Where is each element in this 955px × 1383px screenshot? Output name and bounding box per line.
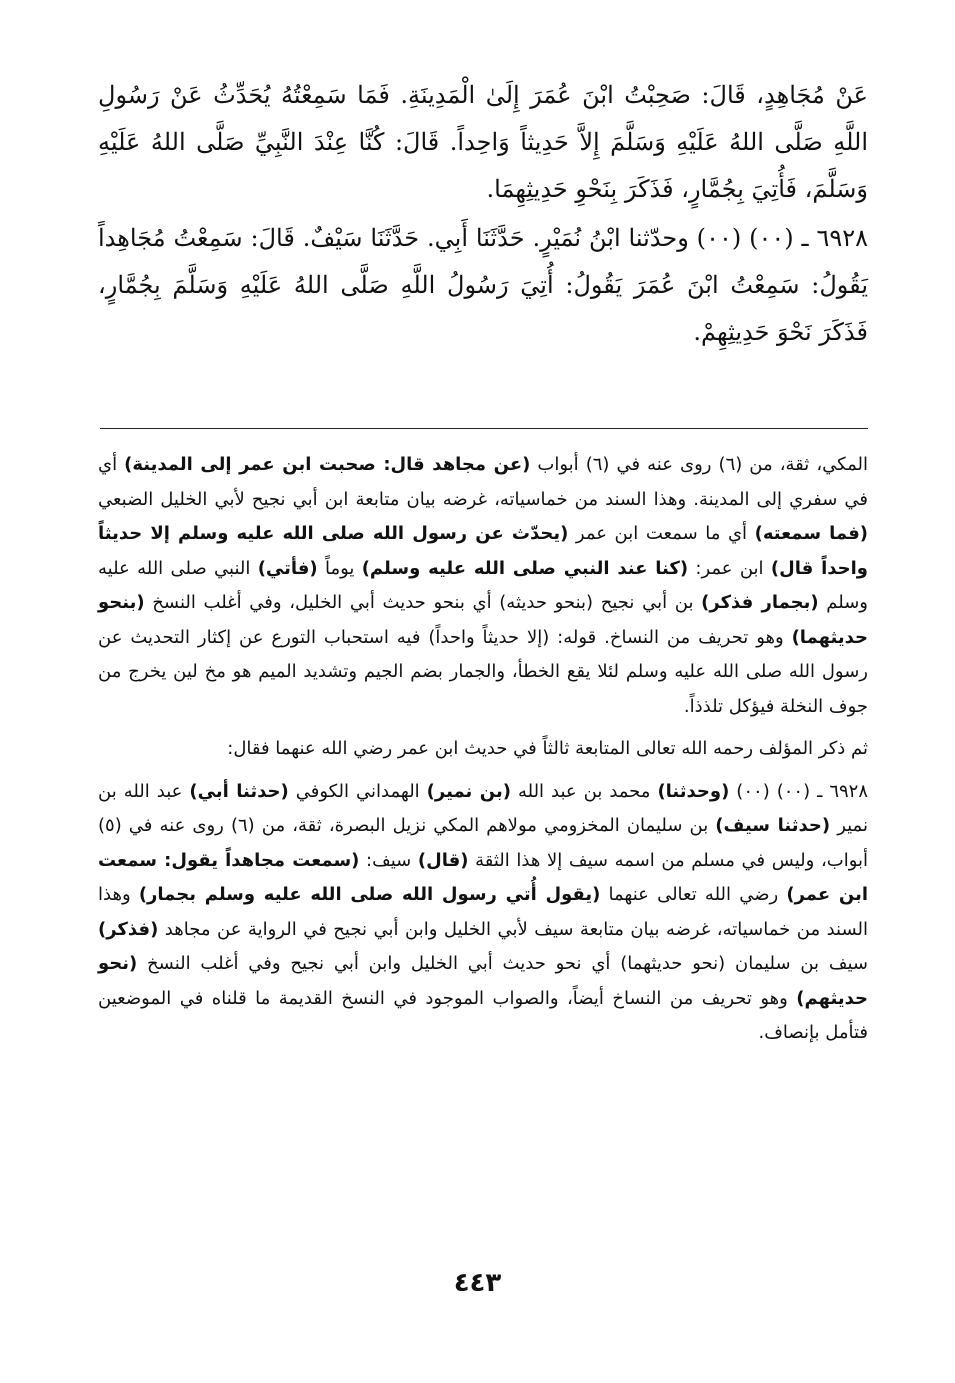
commentary-text: النبي صلى الله عليه وسلم: [98, 557, 868, 613]
emphasized-quote: (يحدّث عن رسول الله صلى الله عليه وسلم إلا حديثاً واحداً قال): [98, 523, 868, 579]
commentary-text: سيف:: [359, 849, 418, 871]
commentary-text: سيف بن سليمان (نحو حديثهما) أي نحو حديث أبي الخليل وابن أبي نجيح وفي أغلب النسخ: [137, 953, 868, 974]
commentary-text: المكي، ثقة، من (٦) روى عنه في (٦) أبواب: [530, 454, 868, 475]
commentary-text: وهو تحريف من النساخ أيضاً، والصواب الموجود في النسخ القديمة ما قلناه في الموضعين فتأمل بإنصاف.: [98, 987, 868, 1043]
commentary-text: بن أبي نجيح (بنحو حديثه) أي بنحو حديث أبي الخليل، وفي أغلب النسخ: [144, 592, 702, 613]
commentary-text: وهو تحريف من النساخ. قوله: (إلا حديثاً واحداً) فيه استحباب التورع عن إكثار التحديث عن رسول الله صلى الله عليه وسلم لئلا يقع الخطأ، والجمار بضم الجيم وتشديد الميم هو مخ لين يخرج من جوف النخلة فيؤكل تلذذاً.: [98, 626, 868, 717]
emphasized-quote: (يقول أُتي رسول الله صلى الله عليه وسلم بجمار): [138, 884, 601, 905]
footnote-divider: [100, 428, 868, 429]
emphasized-quote: (وحدثنا): [657, 780, 730, 802]
emphasized-quote: (فأتي): [257, 557, 318, 579]
commentary-paragraph-3: [98, 775, 868, 1051]
emphasized-quote: (حدثنا سيف): [715, 815, 831, 836]
page-number: ٤٤٣: [453, 1268, 502, 1298]
commentary-text: رضي الله تعالى عنهما: [600, 884, 787, 905]
commentary-text: بن سليمان المخزومي مولاهم المكي نزيل البصرة، ثقة، من (٦) روى عنه في (٥) أبواب، وليس في مسلم من اسمه سيف إلا هذا الثقة: [98, 815, 869, 871]
emphasized-quote: (كنا عند النبي صلى الله عليه وسلم): [361, 557, 689, 579]
hadith-text-block: [98, 72, 868, 356]
emphasized-quote: (قال): [417, 849, 469, 871]
emphasized-quote: (فذكر): [98, 918, 159, 940]
emphasized-quote: (حدثنا أبي): [189, 780, 289, 802]
commentary-block: [98, 448, 868, 1051]
commentary-text: محمد بن عبد الله: [510, 780, 658, 802]
hadith-paragraph-2: ٦٩٢٨ ـ (٠٠) (٠٠) وحدّثنا ابْنُ نُمَيْرٍ. حَدَّثَنَا أَبِي. حَدَّثَنَا سَيْفٌ. قَالَ: سَمِعْتُ مُجَاهِداً يَقُولُ: سَمِعْتُ ابْنَ عُمَرَ يَقُولُ: أُتِيَ رَسُولُ اللَّهِ صَلَّى اللهُ عَلَيْهِ وَسَلَّمَ بِجُمَّارٍ، فَذَكَرَ نَحْوَ حَدِيثِهِمْ.: [98, 224, 869, 346]
emphasized-quote: (نحو حديثهم): [98, 953, 868, 1009]
emphasized-quote: (فما سمعته): [754, 523, 868, 544]
commentary-paragraph-2: ثم ذكر المؤلف رحمه الله تعالى المتابعة ثالثاً في حديث ابن عمر رضي الله عنهما فقال:: [227, 738, 868, 759]
commentary-text: أي ما سمعت ابن عمر: [568, 523, 755, 544]
emphasized-quote: (عن مجاهد قال: صحبت ابن عمر إلى المدينة): [124, 454, 531, 475]
emphasized-quote: (بن نمير): [426, 780, 511, 802]
emphasized-quote: (بنحو حديثهما): [98, 592, 868, 648]
commentary-text: الهمداني الكوفي: [288, 780, 427, 802]
commentary-text: ٦٩٢٨ ـ (٠٠) (٠٠): [729, 780, 868, 802]
emphasized-quote: (سمعت مجاهداً يقول: سمعت ابن عمر): [98, 849, 869, 905]
commentary-paragraph-1: [98, 448, 868, 724]
commentary-text: يوماً: [317, 557, 362, 579]
commentary-text: وهذا السند من خماسياته، غرضه بيان متابعة سيف لأبي الخليل وابن أبي نجيح في الرواية عن مجاهد: [98, 884, 868, 940]
commentary-text: أي في سفري إلى المدينة. وهذا السند من خماسياته، غرضه بيان متابعة ابن أبي نجيح لأبي الخليل الضبعي: [98, 454, 868, 510]
emphasized-quote: (بجمار فذكر): [701, 592, 819, 613]
hadith-paragraph-1: عَنْ مُجَاهِدٍ، قَالَ: صَحِبْتُ ابْنَ عُمَرَ إِلَىٰ الْمَدِينَةِ. فَمَا سَمِعْتُهُ يُحَدِّثُ عَنْ رَسُولِ اللَّهِ صَلَّى اللهُ عَلَيْهِ وَسَلَّمَ إِلاَّ حَدِيثاً وَاحِداً. قَالَ: كُنَّا عِنْدَ النَّبِيِّ صَلَّى اللهُ عَلَيْهِ وَسَلَّمَ، فَأُتِيَ بِجُمَّارٍ، فَذَكَرَ بِنَحْوِ حَدِيثِهِمَا.: [98, 81, 868, 203]
commentary-text: ابن عمر:: [688, 557, 771, 579]
commentary-text: عبد الله بن نمير: [98, 780, 868, 836]
